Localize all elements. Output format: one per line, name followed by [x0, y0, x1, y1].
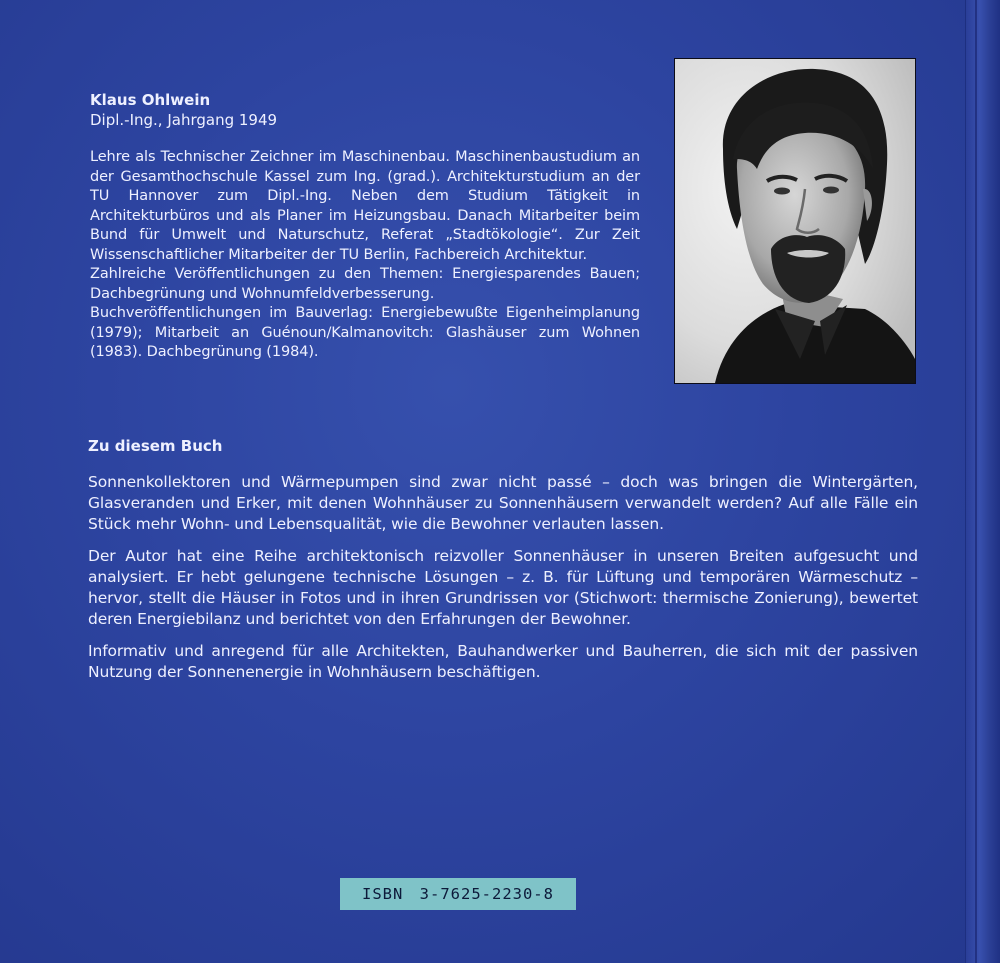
- bio-paragraph: Buchveröffentlichungen im Bauverlag: Energiebewußte Eigenheimplanung (1979); Mitarbeit an Guénoun/Kalmanovitch: Glashäuser zum Wohnen (1983). Dachbegrünung (1984).: [90, 305, 640, 360]
- author-credentials: Dipl.-Ing., Jahrgang 1949: [90, 111, 278, 129]
- isbn-label: ISBN 3-7625-2230-8: [340, 878, 576, 910]
- book-paragraph: Sonnenkollektoren und Wärmepumpen sind zwar nicht passé – doch was bringen die Wintergärten, Glasveranden und Erker, mit denen Wohnhäuser zu Sonnenhäusern verwandelt werden? Auf alle Fälle ein Stück mehr Wohn- und Lebensqualität, wie die Bewohner verlauten lassen.: [88, 473, 918, 533]
- bio-paragraph: Zahlreiche Veröffentlichungen zu den Themen: Energiesparendes Bauen; Dachbegrünung und Wohnumfeldverbesserung.: [90, 266, 640, 302]
- author-name: Klaus Ohlwein: [90, 91, 211, 109]
- author-photo: [674, 58, 916, 384]
- book-paragraph: Informativ und anregend für alle Architekten, Bauhandwerker und Bauherren, die sich mit der passiven Nutzung der Sonnenenergie in Wohnhäusern beschäftigen.: [88, 642, 918, 681]
- book-paragraph: Der Autor hat eine Reihe architektonisch reizvoller Sonnenhäuser in unseren Breiten aufgesucht und analysiert. Er hebt gelungene technische Lösungen – z. B. für Lüftung und temporären Wärmeschutz – hervor, stellt die Häuser in Fotos und in ihren Grundrissen vor (Stichwort: thermische Zonierung), bewertet deren Energiebilanz und berichtet von den Erfahrungen der Bewohner.: [88, 547, 918, 628]
- book-spine: [965, 0, 1000, 963]
- about-book-section: [88, 436, 918, 694]
- bio-paragraph: Lehre als Technischer Zeichner im Maschinenbau. Maschinenbaustudium an der Gesamthochschule Kassel zum Ing. (grad.). Architekturstudium an der TU Hannover zum Dipl.-Ing. Neben dem Studium Tätigkeit in Architekturbüros und als Planer im Heizungsbau. Danach Mitarbeiter beim Bund für Umwelt und Naturschutz, Referat „Stadtökologie“. Zur Zeit Wissenschaftlicher Mitarbeiter der TU Berlin, Fachbereich Architektur.: [90, 149, 640, 263]
- author-bio: [90, 148, 640, 363]
- section-heading: Zu diesem Buch: [88, 437, 223, 455]
- author-section: [90, 90, 640, 363]
